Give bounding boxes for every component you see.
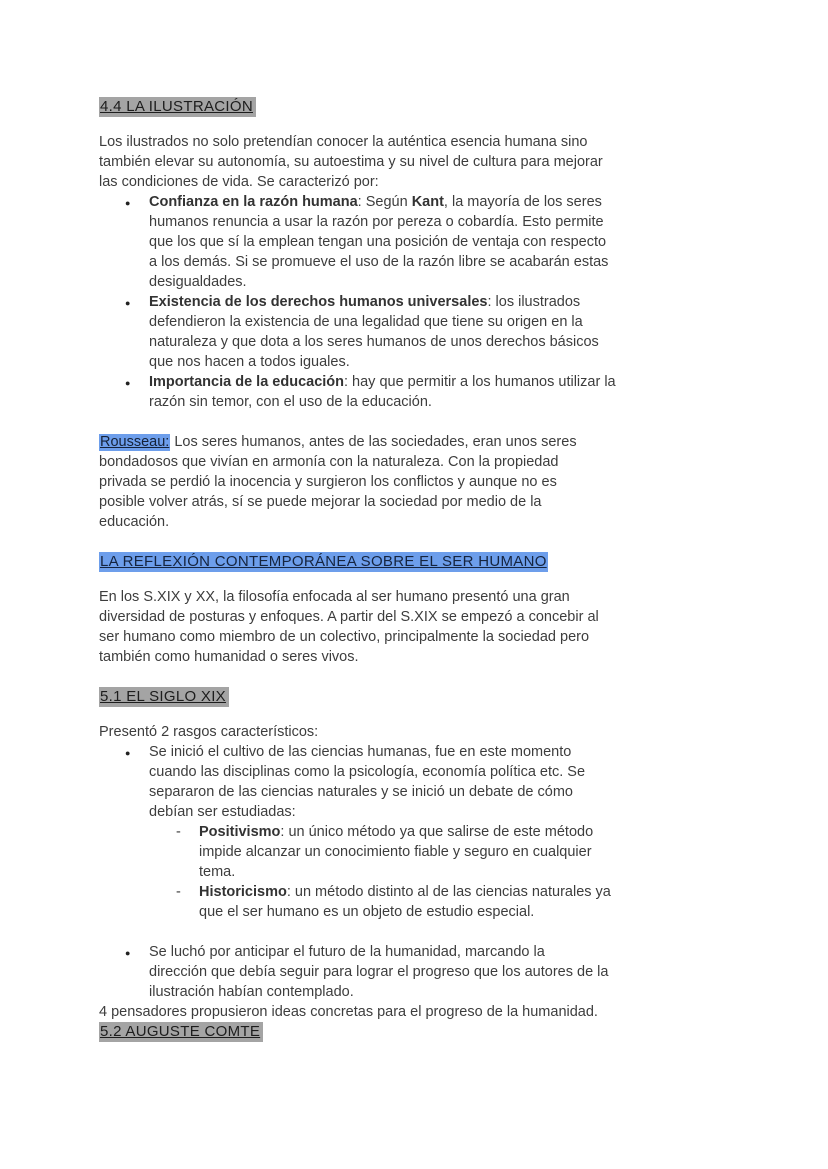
text-line (149, 252, 733, 272)
text-lines (99, 1002, 733, 1022)
text-line (99, 607, 733, 627)
bullet-marker: ● (125, 948, 131, 958)
text-line (149, 962, 733, 982)
text-lines (149, 292, 733, 372)
text-run: que nos hacen a todos iguales. (149, 354, 350, 370)
sub-bullet-item (99, 882, 733, 922)
text-run: ser humano como miembro de un colectivo, principalmente la sociedad pero (99, 629, 590, 645)
text-line (149, 762, 733, 782)
bullet-marker: ● (125, 378, 131, 388)
paragraph (99, 432, 733, 532)
text-line (99, 472, 733, 492)
paragraph (99, 587, 733, 667)
text-run: Positivismo (199, 824, 281, 840)
text-line (149, 372, 733, 392)
text-line (99, 452, 733, 472)
text-run: En los S.XIX y XX, la filosofía enfocada al ser humano presentó una gran (99, 589, 570, 605)
text-line (149, 802, 733, 822)
text-run: Existencia de los derechos humanos universales (149, 294, 488, 310)
text-run: , la mayoría de los seres (443, 194, 602, 210)
text-line (199, 862, 733, 882)
text-line (99, 152, 733, 172)
text-lines (99, 722, 733, 742)
section-heading: LA REFLEXIÓN CONTEMPORÁNEA SOBRE EL SER HUMANO (100, 553, 547, 570)
text-line (199, 842, 733, 862)
text-line (99, 492, 733, 512)
text-line (99, 722, 733, 742)
text-lines (199, 822, 733, 882)
text-run: educación. (99, 514, 170, 530)
heading-row (99, 552, 733, 572)
text-line (99, 1002, 733, 1022)
text-run: cuando las disciplinas como la psicología, economía política etc. Se (149, 764, 586, 780)
text-run: Presentó 2 rasgos característicos: (99, 724, 319, 740)
text-run: separaron de las ciencias naturales y se inició un debate de cómo (149, 784, 573, 800)
text-run: : un único método ya que salirse de este método (280, 824, 594, 840)
bullet-item (99, 742, 733, 822)
bullet-item (99, 942, 733, 1002)
bullet-item (99, 292, 733, 372)
text-lines (149, 942, 733, 1002)
text-run: tema. (199, 864, 236, 880)
bullet-marker: ● (125, 748, 131, 758)
text-run: humanos renuncia a usar la razón por pereza o cobardía. Esto permite (149, 214, 604, 230)
text-run: debían ser estudiadas: (149, 804, 296, 820)
text-line (99, 512, 733, 532)
text-lines (99, 432, 733, 532)
text-line (149, 192, 733, 212)
dash-marker: - (176, 824, 181, 840)
section-heading: 4.4 LA ILUSTRACIÓN (99, 97, 256, 117)
text-line (99, 627, 733, 647)
text-run: a los demás. Si se promueve el uso de la razón libre se acabarán estas (149, 254, 609, 270)
text-line (149, 352, 733, 372)
section-heading: 5.2 AUGUSTE COMTE (99, 1022, 263, 1042)
dash-marker: - (176, 884, 181, 900)
text-line (149, 232, 733, 252)
heading-row (99, 1022, 733, 1042)
text-run: : un método distinto al de las ciencias naturales ya (286, 884, 611, 900)
blank-line (99, 922, 733, 942)
blank-line (99, 532, 733, 552)
text-lines (149, 192, 733, 292)
text-run: Los ilustrados no solo pretendían conocer la auténtica esencia humana sino (99, 134, 588, 150)
heading-row (99, 687, 733, 707)
text-line (149, 212, 733, 232)
text-run: Rousseau: (100, 434, 170, 450)
text-run: que el ser humano es un objeto de estudio especial. (199, 904, 535, 920)
text-run: : los ilustrados (487, 294, 581, 310)
text-run: Kant (411, 194, 444, 210)
blank-line (99, 412, 733, 432)
paragraph (99, 722, 733, 742)
text-run: ilustración habían contemplado. (149, 984, 354, 1000)
text-run: también elevar su autonomía, su autoestima y su nivel de cultura para mejorar (99, 154, 603, 170)
paragraph (99, 132, 733, 192)
text-run: defendieron la existencia de una legalidad que tiene su origen en la (149, 314, 583, 330)
text-lines (99, 587, 733, 667)
text-line (199, 902, 733, 922)
text-run: : Según (357, 194, 412, 210)
bullet-marker: ● (125, 298, 131, 308)
text-line (149, 982, 733, 1002)
paragraph (99, 1002, 733, 1022)
bullet-item (99, 372, 733, 412)
text-run: también como humanidad o seres vivos. (99, 649, 359, 665)
text-line (199, 822, 733, 842)
bullet-item (99, 192, 733, 292)
text-line (99, 172, 733, 192)
text-line (149, 312, 733, 332)
text-run: diversidad de posturas y enfoques. A partir del S.XIX se empezó a concebir al (99, 609, 599, 625)
text-run: 4 pensadores propusieron ideas concretas para el progreso de la humanidad. (99, 1004, 598, 1020)
text-run: : hay que permitir a los humanos utilizar la (344, 374, 616, 390)
text-run: impide alcanzar un conocimiento fiable y seguro en cualquier (199, 844, 592, 860)
text-run: razón sin temor, con el uso de la educación. (149, 394, 432, 410)
bullet-marker: ● (125, 198, 131, 208)
text-run: que los que sí la emplean tengan una posición de ventaja con respecto (149, 234, 607, 250)
text-run: Historicismo (199, 884, 287, 900)
text-run: Se luchó por anticipar el futuro de la humanidad, marcando la (149, 944, 545, 960)
text-line (149, 392, 733, 412)
text-run: dirección que debía seguir para lograr el progreso que los autores de la (149, 964, 609, 980)
text-run: bondadosos que vivían en armonía con la naturaleza. Con la propiedad (99, 454, 559, 470)
text-line (199, 882, 733, 902)
text-run: posible volver atrás, sí se puede mejorar la sociedad por medio de la (99, 494, 542, 510)
text-lines (99, 132, 733, 192)
sub-bullet-item (99, 822, 733, 882)
text-lines (199, 882, 733, 922)
text-lines (149, 742, 733, 822)
text-line (149, 942, 733, 962)
text-line (99, 432, 733, 452)
text-line (149, 292, 733, 312)
text-lines (149, 372, 733, 412)
text-run: las condiciones de vida. Se caracterizó por: (99, 174, 379, 190)
text-run: privada se perdió la inocencia y surgieron los conflictos y aunque no es (99, 474, 557, 490)
text-line (99, 647, 733, 667)
text-run: desigualdades. (149, 274, 247, 290)
text-line (149, 782, 733, 802)
heading-row (99, 97, 733, 117)
blank-line (99, 667, 733, 687)
text-line (99, 587, 733, 607)
text-run: Importancia de la educación (149, 374, 344, 390)
text-line (149, 742, 733, 762)
text-run: Los seres humanos, antes de las sociedades, eran unos seres (170, 434, 577, 450)
section-heading: 5.1 EL SIGLO XIX (99, 687, 229, 707)
text-run: Confianza en la razón humana (149, 194, 358, 210)
text-run: Se inició el cultivo de las ciencias humanas, fue en este momento (149, 744, 572, 760)
text-line (149, 332, 733, 352)
text-run: naturaleza y que dota a los seres humanos de unos derechos básicos (149, 334, 599, 350)
text-line (99, 132, 733, 152)
text-line (149, 272, 733, 292)
